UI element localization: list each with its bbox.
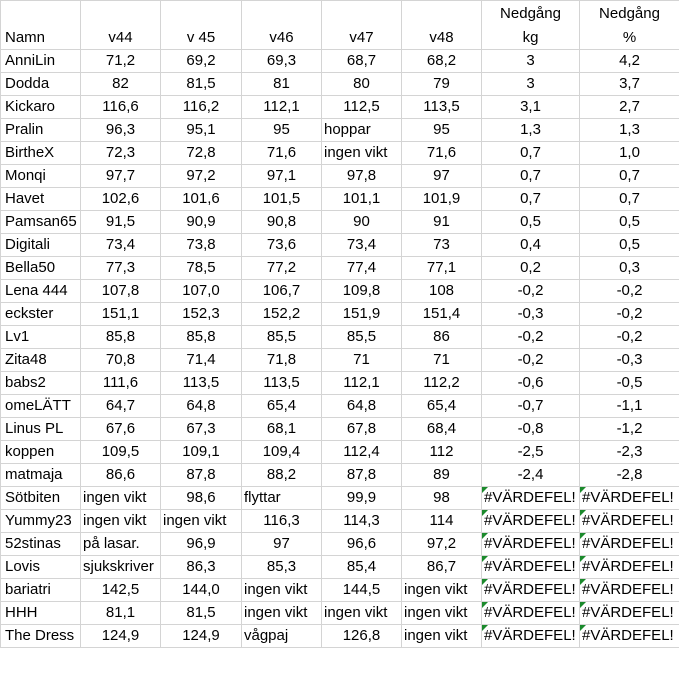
cell-v48[interactable]: 89 xyxy=(402,464,482,487)
cell-kg[interactable]: 3,1 xyxy=(482,96,580,119)
cell-kg[interactable]: -0,8 xyxy=(482,418,580,441)
table-row xyxy=(1,119,679,142)
cell-pct[interactable]: 2,7 xyxy=(580,96,679,119)
cell-v45[interactable]: 96,9 xyxy=(161,533,242,556)
cell-v46[interactable]: 88,2 xyxy=(242,464,322,487)
cell-name[interactable]: Bella50 xyxy=(1,257,81,280)
cell-v45[interactable]: 144,0 xyxy=(161,579,242,602)
table-row xyxy=(1,50,679,73)
table-row xyxy=(1,280,679,303)
cell-v46[interactable]: 112,1 xyxy=(242,96,322,119)
table-row xyxy=(1,464,679,487)
cell-pct[interactable]: -0,3 xyxy=(580,349,679,372)
cell-v46[interactable]: 95 xyxy=(242,119,322,142)
cell-v46[interactable]: 97,1 xyxy=(242,165,322,188)
cell-kg[interactable]: #VÄRDEFEL! xyxy=(482,625,580,648)
cell-v46[interactable]: 152,2 xyxy=(242,303,322,326)
cell-v44[interactable]: ingen vikt xyxy=(81,487,161,510)
cell-v48[interactable]: 108 xyxy=(402,280,482,303)
cell-v48[interactable]: 112,2 xyxy=(402,372,482,395)
cell-v45[interactable]: 101,6 xyxy=(161,188,242,211)
cell-v45[interactable]: 97,2 xyxy=(161,165,242,188)
cell-v48[interactable]: 73 xyxy=(402,234,482,257)
cell-v45[interactable]: 67,3 xyxy=(161,418,242,441)
table-row xyxy=(1,372,679,395)
cell-v46[interactable]: 116,3 xyxy=(242,510,322,533)
cell-pct[interactable]: #VÄRDEFEL! xyxy=(580,533,679,556)
cell-v46[interactable]: 68,1 xyxy=(242,418,322,441)
cell-name[interactable]: matmaja xyxy=(1,464,81,487)
cell-v46[interactable]: flyttar xyxy=(242,487,322,510)
cell-v46[interactable]: 71,6 xyxy=(242,142,322,165)
cell-kg[interactable]: #VÄRDEFEL! xyxy=(482,556,580,579)
table-row xyxy=(1,96,679,119)
cell-pct[interactable]: #VÄRDEFEL! xyxy=(580,579,679,602)
cell-kg[interactable]: 0,7 xyxy=(482,188,580,211)
cell-v44[interactable]: 96,3 xyxy=(81,119,161,142)
cell-v48[interactable]: 114 xyxy=(402,510,482,533)
cell-pct[interactable]: 0,7 xyxy=(580,188,679,211)
table-row xyxy=(1,165,679,188)
cell-v47[interactable]: 114,3 xyxy=(322,510,402,533)
cell-pct[interactable]: 0,5 xyxy=(580,234,679,257)
cell-v45[interactable]: 152,3 xyxy=(161,303,242,326)
cell-v48[interactable]: 101,9 xyxy=(402,188,482,211)
table-row xyxy=(1,234,679,257)
cell-v45[interactable]: 86,3 xyxy=(161,556,242,579)
cell-kg[interactable]: 0,2 xyxy=(482,257,580,280)
header-v47[interactable]: v47 xyxy=(322,25,402,50)
cell-v46[interactable]: 97 xyxy=(242,533,322,556)
cell-v45[interactable]: 87,8 xyxy=(161,464,242,487)
cell-v44[interactable]: 111,6 xyxy=(81,372,161,395)
cell-kg[interactable]: 3 xyxy=(482,73,580,96)
cell-v44[interactable]: 107,8 xyxy=(81,280,161,303)
cell-v44[interactable]: 97,7 xyxy=(81,165,161,188)
cell-v47[interactable]: hoppar xyxy=(322,119,402,142)
cell-v46[interactable]: vågpaj xyxy=(242,625,322,648)
header-cell-empty[interactable] xyxy=(161,1,242,26)
cell-v44[interactable]: 124,9 xyxy=(81,625,161,648)
cell-v47[interactable]: 101,1 xyxy=(322,188,402,211)
cell-pct[interactable]: 4,2 xyxy=(580,50,679,73)
cell-v44[interactable]: 70,8 xyxy=(81,349,161,372)
cell-v48[interactable]: 71,6 xyxy=(402,142,482,165)
header-cell-empty[interactable] xyxy=(322,1,402,26)
cell-v45[interactable]: 98,6 xyxy=(161,487,242,510)
cell-v47[interactable]: 80 xyxy=(322,73,402,96)
header-row-bottom xyxy=(1,25,679,50)
cell-v48[interactable]: 97,2 xyxy=(402,533,482,556)
cell-v46[interactable]: 73,6 xyxy=(242,234,322,257)
cell-v44[interactable]: 82 xyxy=(81,73,161,96)
cell-v44[interactable]: sjukskriver xyxy=(81,556,161,579)
cell-v48[interactable]: 86 xyxy=(402,326,482,349)
cell-v44[interactable]: 81,1 xyxy=(81,602,161,625)
cell-pct[interactable]: -0,2 xyxy=(580,303,679,326)
cell-name[interactable]: Dodda xyxy=(1,73,81,96)
header-v46[interactable]: v46 xyxy=(242,25,322,50)
header-v48[interactable]: v48 xyxy=(402,25,482,50)
cell-name[interactable]: Digitali xyxy=(1,234,81,257)
cell-v48[interactable]: 68,2 xyxy=(402,50,482,73)
header-name[interactable]: Namn xyxy=(1,25,81,50)
cell-name[interactable]: Kickaro xyxy=(1,96,81,119)
cell-v45[interactable]: 85,8 xyxy=(161,326,242,349)
cell-v45[interactable]: 124,9 xyxy=(161,625,242,648)
cell-kg[interactable]: 0,4 xyxy=(482,234,580,257)
cell-v44[interactable]: 73,4 xyxy=(81,234,161,257)
cell-name[interactable]: Lena 444 xyxy=(1,280,81,303)
cell-v45[interactable]: ingen vikt xyxy=(161,510,242,533)
header-cell-empty[interactable] xyxy=(1,1,81,26)
cell-v47[interactable]: 85,5 xyxy=(322,326,402,349)
cell-v47[interactable]: 85,4 xyxy=(322,556,402,579)
cell-v48[interactable]: 68,4 xyxy=(402,418,482,441)
cell-name[interactable]: Havet xyxy=(1,188,81,211)
cell-v46[interactable]: 85,5 xyxy=(242,326,322,349)
cell-v44[interactable]: 72,3 xyxy=(81,142,161,165)
cell-name[interactable]: Lovis xyxy=(1,556,81,579)
cell-v45[interactable]: 72,8 xyxy=(161,142,242,165)
header-v45[interactable]: v 45 xyxy=(161,25,242,50)
cell-v47[interactable]: 64,8 xyxy=(322,395,402,418)
cell-name[interactable]: eckster xyxy=(1,303,81,326)
header-loss-kg-bottom[interactable]: kg xyxy=(482,25,580,50)
cell-name[interactable]: HHH xyxy=(1,602,81,625)
cell-kg[interactable]: 3 xyxy=(482,50,580,73)
cell-name[interactable]: BirtheX xyxy=(1,142,81,165)
cell-v47[interactable]: 68,7 xyxy=(322,50,402,73)
cell-pct[interactable]: 3,7 xyxy=(580,73,679,96)
table-row xyxy=(1,487,679,510)
cell-kg[interactable]: -0,2 xyxy=(482,326,580,349)
cell-kg[interactable]: #VÄRDEFEL! xyxy=(482,533,580,556)
cell-v48[interactable]: 91 xyxy=(402,211,482,234)
cell-v47[interactable]: 112,5 xyxy=(322,96,402,119)
cell-v48[interactable]: 71 xyxy=(402,349,482,372)
cell-pct[interactable]: #VÄRDEFEL! xyxy=(580,556,679,579)
table-row xyxy=(1,625,679,648)
cell-v47[interactable]: 73,4 xyxy=(322,234,402,257)
cell-kg[interactable]: 1,3 xyxy=(482,119,580,142)
cell-v48[interactable]: 112 xyxy=(402,441,482,464)
cell-name[interactable]: AnniLin xyxy=(1,50,81,73)
cell-pct[interactable]: 0,7 xyxy=(580,165,679,188)
cell-v44[interactable]: 85,8 xyxy=(81,326,161,349)
cell-v47[interactable]: 99,9 xyxy=(322,487,402,510)
cell-kg[interactable]: #VÄRDEFEL! xyxy=(482,487,580,510)
cell-v44[interactable]: ingen vikt xyxy=(81,510,161,533)
cell-pct[interactable]: -1,2 xyxy=(580,418,679,441)
cell-pct[interactable]: #VÄRDEFEL! xyxy=(580,625,679,648)
cell-v46[interactable]: 69,3 xyxy=(242,50,322,73)
table-row xyxy=(1,211,679,234)
cell-name[interactable]: 52stinas xyxy=(1,533,81,556)
table-row xyxy=(1,349,679,372)
table-row xyxy=(1,441,679,464)
cell-v45[interactable]: 113,5 xyxy=(161,372,242,395)
cell-v44[interactable]: 91,5 xyxy=(81,211,161,234)
table-row xyxy=(1,257,679,280)
cell-v45[interactable]: 73,8 xyxy=(161,234,242,257)
cell-v47[interactable]: 112,4 xyxy=(322,441,402,464)
cell-v44[interactable]: 109,5 xyxy=(81,441,161,464)
cell-v46[interactable]: 81 xyxy=(242,73,322,96)
cell-name[interactable]: Sötbiten xyxy=(1,487,81,510)
table-row xyxy=(1,533,679,556)
cell-name[interactable]: koppen xyxy=(1,441,81,464)
cell-pct[interactable]: -0,2 xyxy=(580,326,679,349)
cell-kg[interactable]: #VÄRDEFEL! xyxy=(482,579,580,602)
cell-v48[interactable]: ingen vikt xyxy=(402,602,482,625)
cell-v46[interactable]: ingen vikt xyxy=(242,579,322,602)
table-row xyxy=(1,418,679,441)
cell-v47[interactable]: 90 xyxy=(322,211,402,234)
cell-kg[interactable]: 0,7 xyxy=(482,165,580,188)
cell-v45[interactable]: 64,8 xyxy=(161,395,242,418)
cell-v46[interactable]: 71,8 xyxy=(242,349,322,372)
cell-pct[interactable]: #VÄRDEFEL! xyxy=(580,602,679,625)
cell-kg[interactable]: #VÄRDEFEL! xyxy=(482,510,580,533)
cell-v46[interactable]: 113,5 xyxy=(242,372,322,395)
header-cell-empty[interactable] xyxy=(402,1,482,26)
table-row xyxy=(1,303,679,326)
cell-name[interactable]: Lv1 xyxy=(1,326,81,349)
table-row xyxy=(1,326,679,349)
cell-kg[interactable]: -2,4 xyxy=(482,464,580,487)
header-cell-empty[interactable] xyxy=(242,1,322,26)
cell-v45[interactable]: 90,9 xyxy=(161,211,242,234)
cell-name[interactable]: Yummy23 xyxy=(1,510,81,533)
cell-v44[interactable]: 142,5 xyxy=(81,579,161,602)
header-loss-kg-top[interactable]: Nedgång xyxy=(482,1,580,26)
cell-kg[interactable]: -0,3 xyxy=(482,303,580,326)
cell-kg[interactable]: -2,5 xyxy=(482,441,580,464)
cell-name[interactable]: omeLÄTT xyxy=(1,395,81,418)
header-loss-pct-top[interactable]: Nedgång xyxy=(580,1,679,26)
cell-v44[interactable]: 116,6 xyxy=(81,96,161,119)
cell-v45[interactable]: 78,5 xyxy=(161,257,242,280)
cell-v46[interactable]: 85,3 xyxy=(242,556,322,579)
cell-v47[interactable]: 96,6 xyxy=(322,533,402,556)
cell-kg[interactable]: -0,6 xyxy=(482,372,580,395)
cell-v45[interactable]: 107,0 xyxy=(161,280,242,303)
cell-pct[interactable]: 1,3 xyxy=(580,119,679,142)
cell-v47[interactable]: 71 xyxy=(322,349,402,372)
cell-name[interactable]: The Dress xyxy=(1,625,81,648)
cell-v47[interactable]: 67,8 xyxy=(322,418,402,441)
cell-v45[interactable]: 81,5 xyxy=(161,602,242,625)
cell-pct[interactable]: -1,1 xyxy=(580,395,679,418)
table-row xyxy=(1,602,679,625)
cell-v46[interactable]: 77,2 xyxy=(242,257,322,280)
cell-kg[interactable]: -0,7 xyxy=(482,395,580,418)
cell-v44[interactable]: 67,6 xyxy=(81,418,161,441)
cell-v44[interactable]: 71,2 xyxy=(81,50,161,73)
cell-pct[interactable]: #VÄRDEFEL! xyxy=(580,510,679,533)
table-body xyxy=(1,1,679,648)
cell-v47[interactable]: 112,1 xyxy=(322,372,402,395)
cell-v48[interactable]: 151,4 xyxy=(402,303,482,326)
cell-v47[interactable]: ingen vikt xyxy=(322,142,402,165)
cell-v46[interactable]: 65,4 xyxy=(242,395,322,418)
cell-v48[interactable]: 98 xyxy=(402,487,482,510)
cell-v44[interactable]: 64,7 xyxy=(81,395,161,418)
header-v44[interactable]: v44 xyxy=(81,25,161,50)
cell-v47[interactable]: 151,9 xyxy=(322,303,402,326)
cell-name[interactable]: Pamsan65 xyxy=(1,211,81,234)
cell-pct[interactable]: -2,3 xyxy=(580,441,679,464)
cell-name[interactable]: Linus PL xyxy=(1,418,81,441)
cell-name[interactable]: Monqi xyxy=(1,165,81,188)
cell-v48[interactable]: 77,1 xyxy=(402,257,482,280)
cell-name[interactable]: bariatri xyxy=(1,579,81,602)
cell-v44[interactable]: 86,6 xyxy=(81,464,161,487)
cell-v47[interactable]: 109,8 xyxy=(322,280,402,303)
cell-v47[interactable]: ingen vikt xyxy=(322,602,402,625)
cell-v45[interactable]: 109,1 xyxy=(161,441,242,464)
cell-v48[interactable]: 95 xyxy=(402,119,482,142)
table-row xyxy=(1,579,679,602)
cell-v47[interactable]: 97,8 xyxy=(322,165,402,188)
cell-v47[interactable]: 77,4 xyxy=(322,257,402,280)
cell-pct[interactable]: 1,0 xyxy=(580,142,679,165)
cell-v45[interactable]: 69,2 xyxy=(161,50,242,73)
cell-v47[interactable]: 126,8 xyxy=(322,625,402,648)
cell-v46[interactable]: 106,7 xyxy=(242,280,322,303)
cell-v48[interactable]: 86,7 xyxy=(402,556,482,579)
cell-pct[interactable]: 0,3 xyxy=(580,257,679,280)
cell-v45[interactable]: 95,1 xyxy=(161,119,242,142)
cell-kg[interactable]: -0,2 xyxy=(482,349,580,372)
cell-v48[interactable]: 65,4 xyxy=(402,395,482,418)
cell-v44[interactable]: 102,6 xyxy=(81,188,161,211)
table-row xyxy=(1,188,679,211)
header-row-top xyxy=(1,1,679,26)
cell-v44[interactable]: 77,3 xyxy=(81,257,161,280)
cell-v44[interactable]: 151,1 xyxy=(81,303,161,326)
header-loss-pct-bottom[interactable]: % xyxy=(580,25,679,50)
cell-name[interactable]: babs2 xyxy=(1,372,81,395)
cell-v45[interactable]: 81,5 xyxy=(161,73,242,96)
table-row xyxy=(1,73,679,96)
table-row xyxy=(1,142,679,165)
table-row xyxy=(1,510,679,533)
header-cell-empty[interactable] xyxy=(81,1,161,26)
cell-pct[interactable]: 0,5 xyxy=(580,211,679,234)
cell-v45[interactable]: 71,4 xyxy=(161,349,242,372)
cell-pct[interactable]: -0,2 xyxy=(580,280,679,303)
cell-v45[interactable]: 116,2 xyxy=(161,96,242,119)
cell-v47[interactable]: 144,5 xyxy=(322,579,402,602)
cell-v44[interactable]: på lasar. xyxy=(81,533,161,556)
cell-v46[interactable]: ingen vikt xyxy=(242,602,322,625)
table-row xyxy=(1,556,679,579)
cell-v48[interactable]: ingen vikt xyxy=(402,625,482,648)
cell-v46[interactable]: 90,8 xyxy=(242,211,322,234)
cell-v48[interactable]: 79 xyxy=(402,73,482,96)
cell-v46[interactable]: 101,5 xyxy=(242,188,322,211)
table-row xyxy=(1,395,679,418)
cell-kg[interactable]: 0,7 xyxy=(482,142,580,165)
cell-pct[interactable]: -2,8 xyxy=(580,464,679,487)
cell-pct[interactable]: -0,5 xyxy=(580,372,679,395)
cell-pct[interactable]: #VÄRDEFEL! xyxy=(580,487,679,510)
cell-kg[interactable]: -0,2 xyxy=(482,280,580,303)
cell-v48[interactable]: 97 xyxy=(402,165,482,188)
cell-name[interactable]: Pralin xyxy=(1,119,81,142)
cell-v48[interactable]: 113,5 xyxy=(402,96,482,119)
cell-name[interactable]: Zita48 xyxy=(1,349,81,372)
cell-v46[interactable]: 109,4 xyxy=(242,441,322,464)
cell-kg[interactable]: #VÄRDEFEL! xyxy=(482,602,580,625)
cell-v47[interactable]: 87,8 xyxy=(322,464,402,487)
cell-v48[interactable]: ingen vikt xyxy=(402,579,482,602)
cell-kg[interactable]: 0,5 xyxy=(482,211,580,234)
